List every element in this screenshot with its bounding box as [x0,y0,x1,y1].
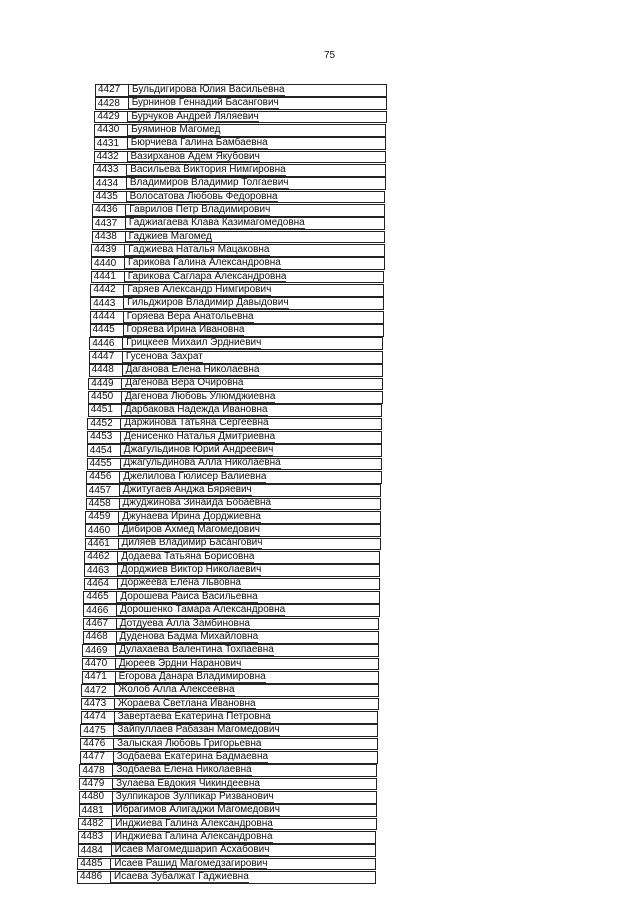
table-row [91,244,384,257]
person-name: Джагульдинов Юрий Андреевич [121,445,274,456]
person-name: Зулпикаров Зулпикар Ризванович [113,792,274,803]
table-row [93,191,386,204]
person-name: Волосатова Любовь Федоровна [127,192,278,203]
table-row [88,391,383,404]
table-row [92,217,385,230]
person-name: Гусенова Захрат [123,352,203,363]
person-name: Исаев Магомедшарип Асхабович [112,845,270,856]
person-name: Ибрагимов Алигаджи Магомедович [113,805,280,816]
row-number: 4455 [88,459,121,470]
person-name: Бурнинов Геннадий Басангович [129,98,279,109]
table-row [85,538,381,551]
row-number: 4436 [93,205,126,216]
person-name: Грицкеев Михаил Эрдниевич [123,338,261,349]
table-row [79,791,377,804]
table-row [94,124,386,137]
person-name: Инджиева Галина Александровна [112,819,273,830]
row-number: 4451 [89,405,122,416]
row-number: 4476 [81,739,114,750]
table-row [85,524,381,537]
row-number: 4429 [95,112,128,123]
person-name: Васильева Виктория Нимгировна [127,165,286,176]
person-name: Джуджинова Зинаида Бобаевна [120,499,272,510]
table-row [81,711,379,724]
row-number: 4459 [86,512,119,523]
table-row [87,458,382,471]
table-row [83,618,380,631]
table-row [92,204,385,217]
person-name: Дибиров Ахмед Магомедович [119,525,260,536]
row-number: 4441 [92,272,125,283]
person-name: Гарикова Саглара Александровна [125,272,287,283]
row-number: 4482 [79,819,112,830]
row-number: 4448 [90,365,123,376]
person-name: Дулахаева Валентина Тохпаевна [116,645,274,656]
row-number: 4446 [90,338,123,349]
person-name: Зулаева Евдокия Чикиндеевна [113,779,260,790]
row-number: 4427 [96,85,129,96]
row-number: 4477 [81,752,114,763]
table-row [90,297,384,310]
row-number: 4440 [92,258,125,269]
table-row [95,97,387,110]
person-name: Инджиева Галина Александровна [112,832,273,843]
person-name: Дорошева Раиса Васильевна [117,592,257,603]
row-number: 4469 [83,645,116,656]
table-row [86,471,381,484]
person-name: Дотдуева Алла Замбиновна [117,619,250,630]
table-row [88,404,383,417]
row-number: 4432 [95,152,128,163]
person-name: Жолоб Алла Алексеевна [115,685,234,696]
person-name: Гаряев Александр Нимгирович [124,285,271,296]
person-name: Зодбаева Екатерина Бадмаевна [114,752,268,763]
row-number: 4484 [79,845,112,856]
table-row [86,484,382,497]
row-number: 4481 [80,805,113,816]
row-number: 4460 [86,525,119,536]
table-row [78,831,377,844]
person-name: Дарбакова Надежда Ивановна [122,405,268,416]
person-name: Джагульдинова Алла Николаевна [121,459,281,470]
person-name: Гаврилов Петр Владимирович [126,205,270,216]
table-row [90,324,384,337]
table-row [87,431,382,444]
table-row [87,444,382,457]
person-name: Даржинова Татьяна Сергеевна [121,419,268,430]
person-name: Дюреев Эрдни Наранович [116,659,241,670]
row-number: 4474 [82,712,115,723]
person-name: Дуденова Бадма Михайловна [117,632,259,643]
person-name: Гарикова Галина Александровна [125,258,281,269]
table-row [79,778,377,791]
row-number: 4454 [88,445,121,456]
table-row [95,84,387,97]
table-row [86,498,382,511]
table-row [91,271,385,284]
row-number: 4430 [95,125,128,136]
person-name: Бульдигирова Юлия Васильевна [129,85,285,96]
row-number: 4437 [93,218,126,229]
person-name: Вазирханов Адем Якубович [128,152,260,163]
table-row [80,751,378,764]
person-name: Владимиров Владимир Толгаевич [127,178,289,189]
person-name: Жораева Светлана Ивановна [115,699,256,710]
row-number: 4463 [85,565,118,576]
row-number: 4456 [87,472,120,483]
row-number: 4486 [78,872,111,883]
row-number: 4473 [82,699,115,710]
row-number: 4483 [79,832,112,843]
person-name: Бюрчиева Галина Бамбаевна [128,138,268,149]
table-row [80,724,378,737]
table-row [90,284,384,297]
table-row [83,604,380,617]
table-row [77,858,376,871]
table-row [81,684,378,697]
table-row [92,231,385,244]
table-row [84,578,380,591]
table-row [84,551,380,564]
row-number: 4462 [85,552,118,563]
table-row [80,738,378,751]
table-row [78,844,377,857]
row-number: 4435 [94,192,127,203]
person-name: Исаев Рашид Магомедзагирович [111,859,267,870]
table-row [89,351,383,364]
person-name: Дорджиев Виктор Николаевич [118,565,261,576]
row-number: 4470 [83,659,116,670]
row-number: 4472 [82,685,115,696]
person-name: Джитугаев Анджа Бяряевич [120,485,252,496]
person-name: Бурчуков Андрей Ляляевич [128,112,258,123]
row-number: 4438 [93,232,126,243]
row-number: 4464 [85,579,118,590]
row-number: 4461 [86,539,119,550]
table-row [81,698,379,711]
table-row [89,364,384,377]
person-name: Егорова Данара Владимировна [116,672,266,683]
row-number: 4468 [84,632,117,643]
row-number: 4442 [91,285,124,296]
row-number: 4450 [89,392,122,403]
table-row [79,804,377,817]
table-row [82,644,379,657]
row-number: 4457 [87,485,120,496]
table-row [84,564,380,577]
row-number: 4445 [91,325,124,336]
row-number: 4471 [83,672,116,683]
table-row [94,137,387,150]
person-name: Зайпуллаев Рабазан Магомедович [114,725,279,736]
table-row [91,257,385,270]
person-name: Гильджиров Владимир Давыдович [124,298,288,309]
person-name: Залыская Любовь Григорьевна [114,739,261,750]
row-number: 4443 [91,298,124,309]
table-row [93,164,386,177]
table-row [85,511,381,524]
table-row [83,631,380,644]
row-number: 4433 [94,165,127,176]
table-row [78,818,377,831]
person-name: Дорошенко Тамара Александровна [117,605,285,616]
row-number: 4444 [91,312,124,323]
person-name: Горяева Вера Анатольевна [124,312,254,323]
table-row [90,311,384,324]
person-name: Доржеева Елена Львовна [118,579,241,590]
row-number: 4447 [90,352,123,363]
person-name: Завертаева Екатерина Петровна [115,712,271,723]
row-number: 4431 [95,138,128,149]
row-number: 4434 [94,178,127,189]
table-row [88,378,383,391]
table-row [79,764,377,777]
row-number: 4485 [78,859,111,870]
person-name: Додаева Татьяна Борисовна [118,552,254,563]
row-number: 4479 [80,779,113,790]
person-name: Зодбаева Елена Николаевна [113,765,251,776]
person-name: Буяминов Магомед [128,125,220,136]
row-number: 4465 [84,592,117,603]
row-number: 4439 [92,245,125,256]
row-number: 4453 [88,432,121,443]
person-name: Джелилова Гюлисер Валиевна [120,472,266,483]
row-number: 4452 [88,419,121,430]
row-number: 4475 [81,725,114,736]
person-name: Диляев Владимир Басангович [119,539,263,550]
row-number: 4478 [80,765,113,776]
table-row [82,658,379,671]
table-row [93,177,386,190]
table-row [87,418,382,431]
table-row [77,871,376,884]
row-number: 4480 [80,792,113,803]
person-name: Даганова Елена Николаевна [123,365,260,376]
table-row [82,671,379,684]
table-row [94,151,387,164]
row-number: 4458 [87,499,120,510]
person-name: Гаджиева Наталья Мацаковна [125,245,269,256]
page-number: 75 [324,50,336,61]
person-name: Исаева Зубалжат Гаджиевна [111,872,249,883]
row-number: 4428 [96,98,129,109]
person-name: Денисенко Наталья Дмитриевна [121,432,275,443]
table-row [94,111,386,124]
person-name: Гаджиагаева Клава Казимагомедовна [126,218,305,229]
person-name: Гаджиев Магомед [126,232,212,243]
person-name: Дагенова Вера Очировна [122,379,243,390]
table-row [89,337,383,350]
row-number: 4467 [84,619,117,630]
row-number: 4466 [84,605,117,616]
person-name: Горяева Ирина Ивановна [124,325,245,336]
person-name: Дагенова Любовь Улюмджиевна [122,392,275,403]
row-number: 4449 [89,379,122,390]
table-row [83,591,380,604]
person-name: Джунаева Ирина Дорджиевна [119,512,261,523]
